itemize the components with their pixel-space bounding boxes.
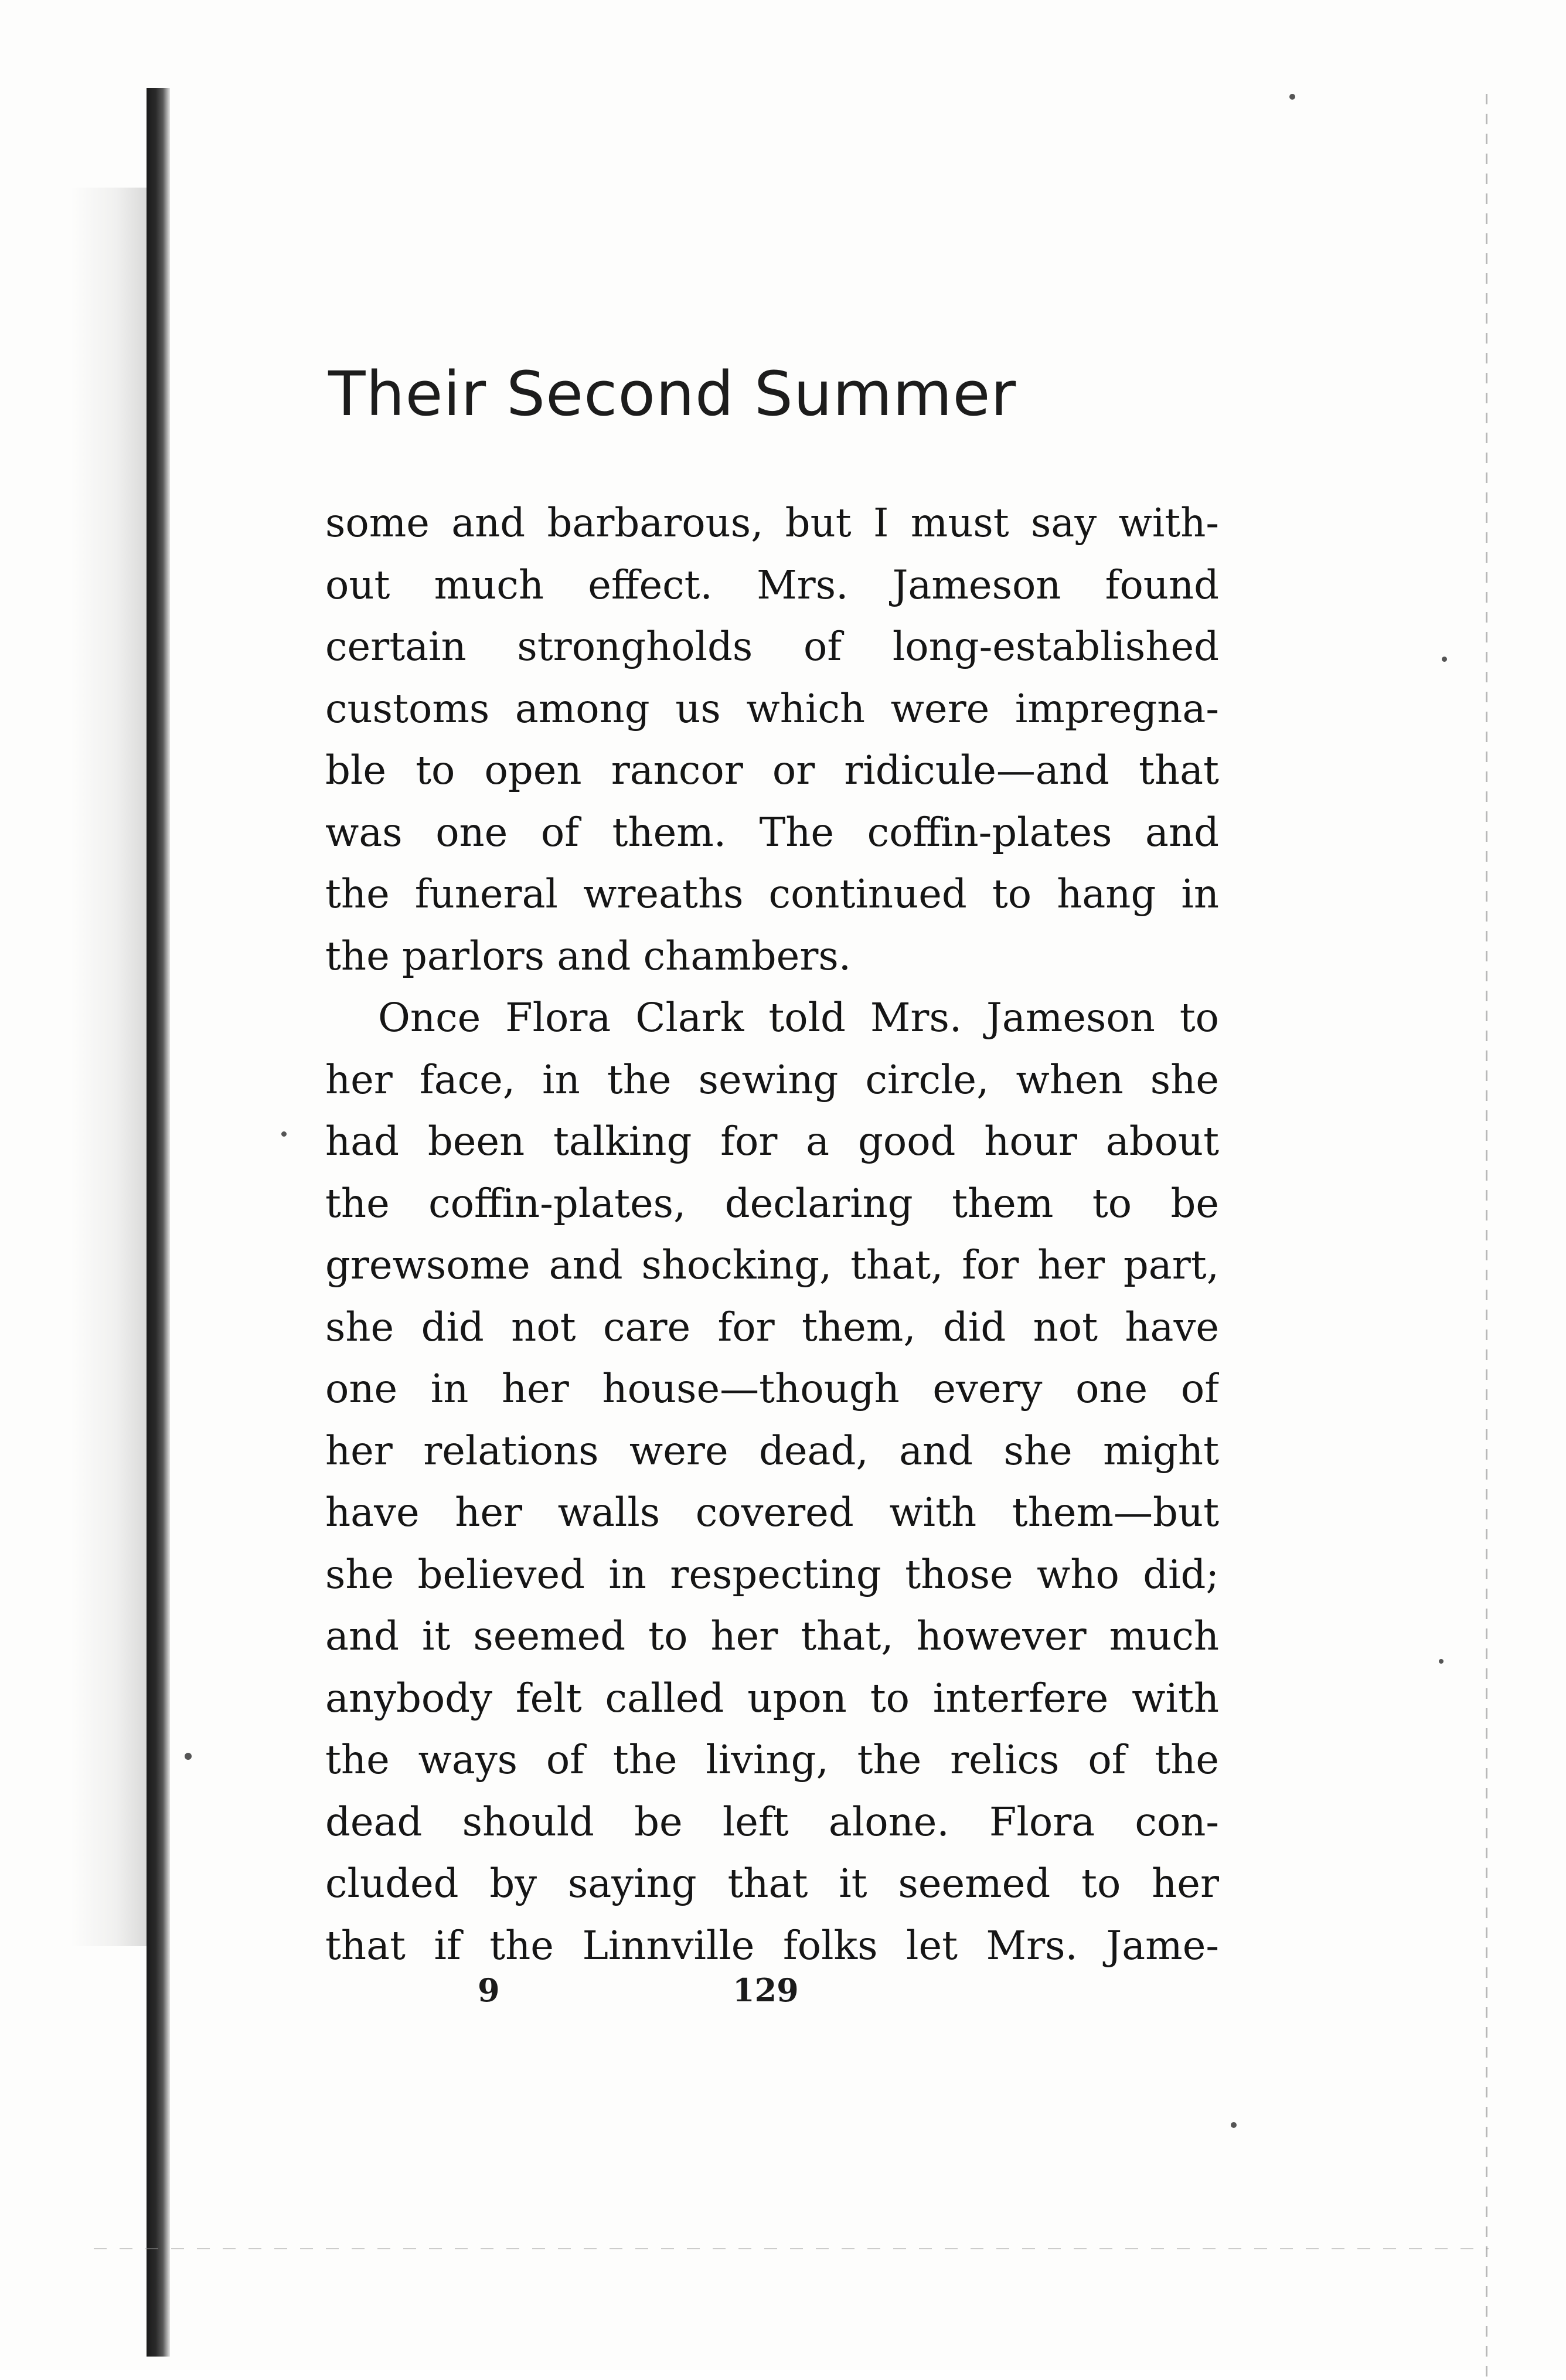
running-head: Their Second Summer: [328, 358, 1017, 430]
page-gutter-shadow: [70, 188, 147, 1946]
text-line: had been talking for a good hour about: [325, 1118, 1219, 1164]
page-right-edge: [1486, 94, 1487, 2380]
text-line: her relations were dead, and she might: [325, 1427, 1219, 1474]
text-line: Once Flora Clark told Mrs. Jameson to: [378, 995, 1219, 1041]
text-line: out much effect. Mrs. Jameson found: [325, 562, 1219, 608]
text-line: was one of them. The coffin-plates and: [325, 809, 1219, 855]
text-line: one in her house—though every one of: [325, 1366, 1219, 1412]
text-line: ble to open rancor or ridicule—and that: [325, 747, 1219, 793]
paragraph: [325, 987, 1219, 1977]
paragraph: [325, 492, 1219, 987]
scan-speck: [1289, 94, 1295, 100]
signature-mark: 9: [478, 1971, 500, 2009]
scan-speck: [281, 1131, 287, 1137]
text-line: dead should be left alone. Flora con-: [325, 1798, 1219, 1845]
text-line: have her walls covered with them—but: [325, 1490, 1219, 1535]
text-line: that if the Linnville folks let Mrs. Jame-: [325, 1922, 1219, 1968]
page-bottom-edge: [94, 2248, 1489, 2249]
body-text: [325, 492, 1219, 1977]
text-line: the funeral wreaths continued to hang in: [325, 871, 1219, 917]
text-line: the coffin-plates, declaring them to be: [325, 1180, 1219, 1226]
scan-speck: [185, 1753, 192, 1760]
text-line: she did not care for them, did not have: [325, 1304, 1219, 1350]
text-line: anybody felt called upon to interfere with: [325, 1675, 1219, 1721]
text-line: cluded by saying that it seemed to her: [325, 1861, 1219, 1906]
text-line: customs among us which were impregna-: [325, 685, 1219, 732]
text-line: and it seemed to her that, however much: [325, 1613, 1219, 1659]
scan-speck: [1231, 2122, 1237, 2128]
scan-speck: [1442, 657, 1447, 662]
scan-speck: [1439, 1659, 1444, 1664]
text-line: the ways of the living, the relics of the: [325, 1737, 1219, 1783]
text-line: she believed in respecting those who did;: [325, 1551, 1219, 1597]
text-line: certain strongholds of long-established: [325, 624, 1219, 669]
text-line: some and barbarous, but I must say with-: [325, 500, 1219, 546]
text-line: grewsome and shocking, that, for her part,: [325, 1242, 1219, 1288]
book-spine-edge: [147, 88, 170, 2357]
page-number: 129: [733, 1971, 799, 2009]
text-line: the parlors and chambers.: [325, 933, 852, 979]
text-line: her face, in the sewing circle, when she: [325, 1056, 1219, 1103]
